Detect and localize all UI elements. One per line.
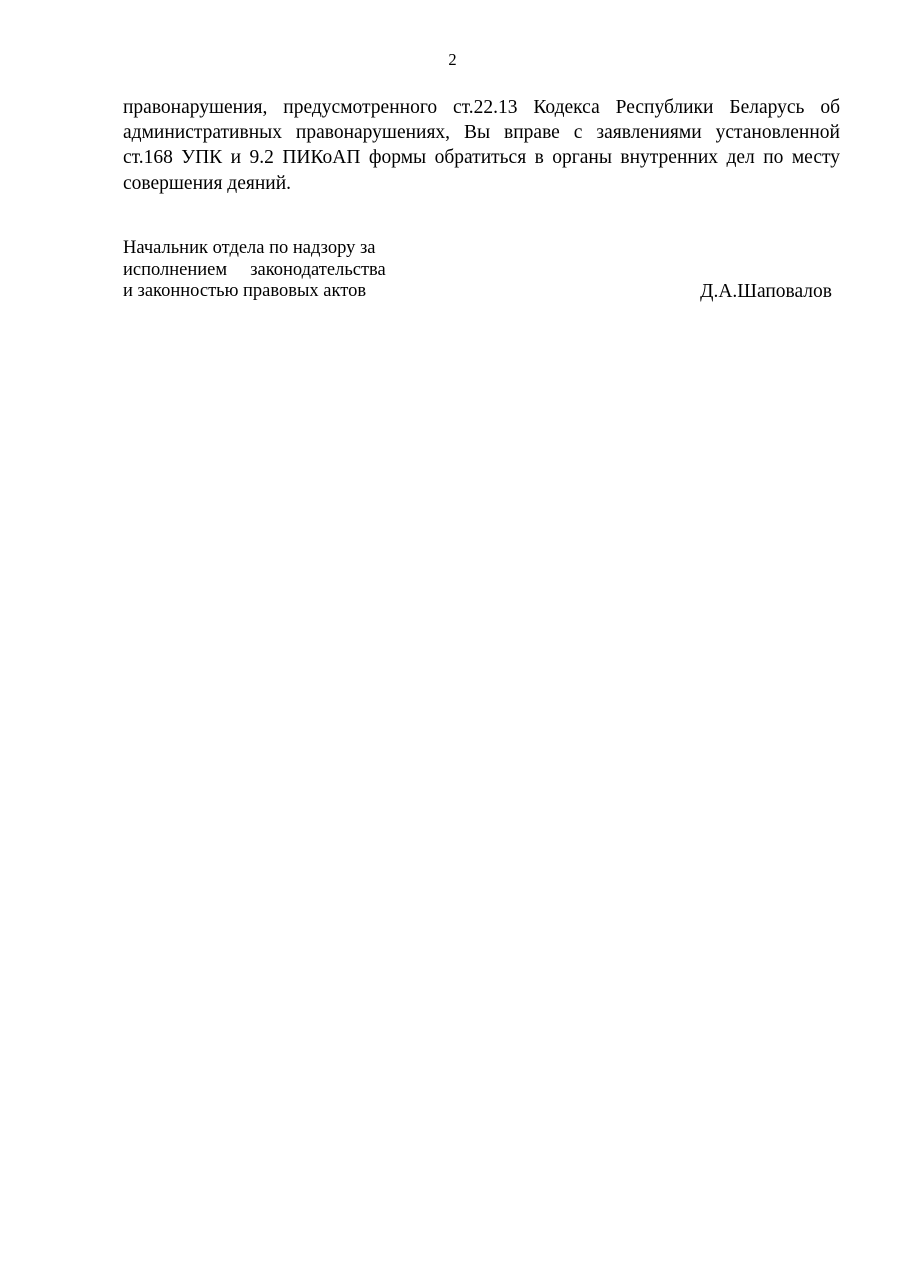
signatory-name: Д.А.Шаповалов (700, 281, 832, 302)
paragraph: правонарушения, предусмотренного ст.22.13 Кодекса Республики Беларусь об административных правонарушениях, Вы вправе с заявлениями установленной ст.168 УПК и 9.2 ПИКоАП формы обратиться в органы внутренних дел по месту совершения деяний. (123, 97, 840, 194)
body-text-block (123, 95, 840, 196)
signatory-title-line-3: и законностью правовых актов (123, 281, 367, 301)
signature-block (123, 238, 840, 303)
signatory-title-line-1: Начальник отдела по надзору за (123, 238, 376, 258)
page-number: 2 (448, 50, 457, 69)
signatory-title-line-2: исполнением законодательства (123, 259, 386, 280)
signatory-title (123, 238, 483, 303)
